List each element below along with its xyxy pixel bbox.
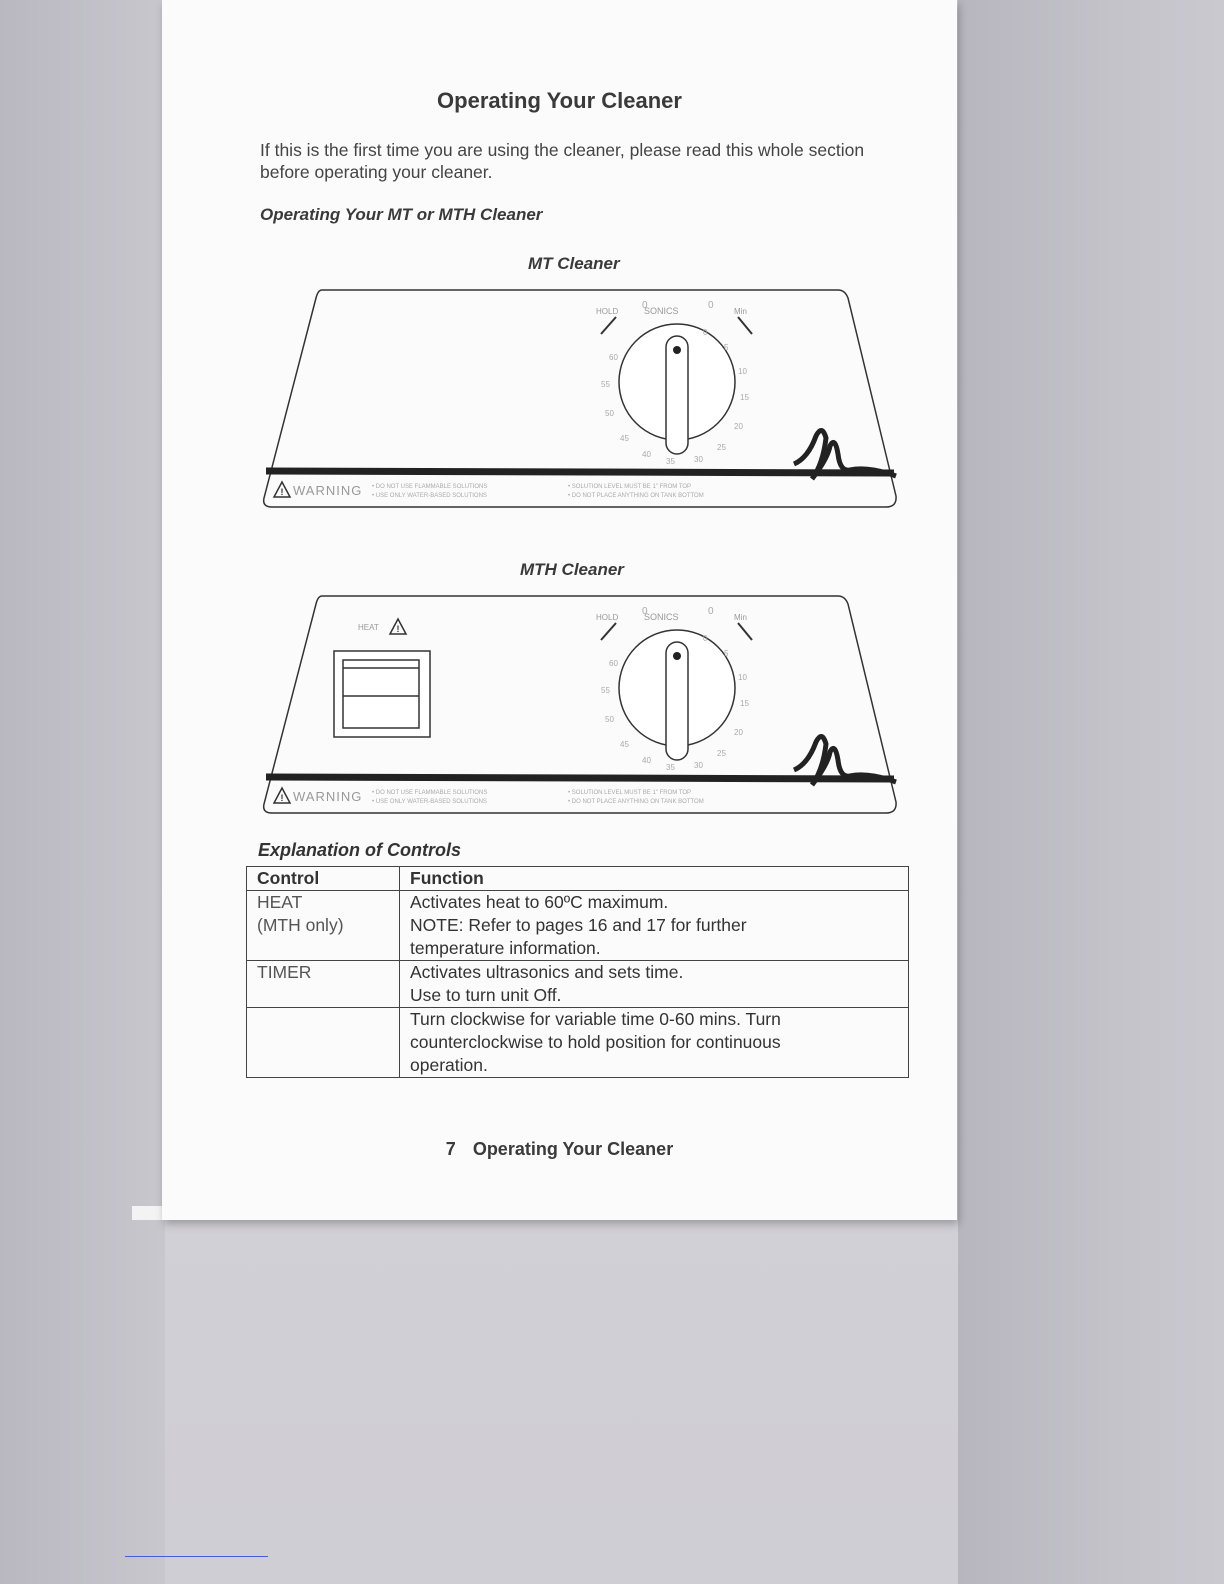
background-right bbox=[958, 0, 1224, 1584]
mt-tick: 40 bbox=[642, 450, 651, 459]
mth-min-label: Min bbox=[734, 613, 747, 622]
table-cell-control bbox=[247, 1008, 400, 1078]
mth-zero-right: 0 bbox=[708, 606, 714, 617]
mt-warning-text: • DO NOT USE FLAMMABLE SOLUTIONS bbox=[372, 484, 488, 490]
table-header-row bbox=[247, 867, 909, 891]
table-cell-function: Activates heat to 60ºC maximum. NOTE: Refer to pages 16 and 17 for further temperature information. bbox=[400, 891, 909, 961]
table-cell-function: Turn clockwise for variable time 0-60 mins. Turn counterclockwise to hold position for continuous operation. bbox=[400, 1008, 909, 1078]
mt-dial[interactable] bbox=[619, 324, 735, 454]
mt-tick: 0 bbox=[703, 328, 708, 337]
manual-page bbox=[162, 0, 957, 1220]
mt-tick: 55 bbox=[601, 380, 610, 389]
mth-zero-left: 0 bbox=[642, 606, 648, 617]
mt-tick: 35 bbox=[666, 457, 675, 466]
svg-text:!: ! bbox=[280, 793, 284, 803]
footer-label: Operating Your Cleaner bbox=[472, 1139, 674, 1159]
svg-text:!: ! bbox=[396, 624, 400, 634]
svg-text:!: ! bbox=[280, 487, 284, 497]
mth-warning-label: WARNING bbox=[293, 789, 363, 804]
mt-cleaner-illustration bbox=[260, 286, 900, 510]
mth-tick: 40 bbox=[642, 756, 651, 765]
mth-tick: 45 bbox=[620, 740, 629, 749]
mth-tick: 25 bbox=[717, 749, 726, 758]
mth-cleaner-diagram bbox=[260, 592, 900, 816]
mth-tick: 60 bbox=[609, 659, 618, 668]
mt-zero-right: 0 bbox=[708, 300, 714, 311]
mt-tick: 5 bbox=[724, 343, 729, 352]
mth-hold-label: HOLD bbox=[596, 613, 619, 622]
heat-switch[interactable] bbox=[334, 651, 430, 737]
explanation-heading: Explanation of Controls bbox=[258, 840, 462, 860]
mt-warning-text: • USE ONLY WATER-BASED SOLUTIONS bbox=[372, 493, 487, 499]
background-left bbox=[0, 0, 165, 1584]
page-footer bbox=[162, 1139, 957, 1160]
mt-sonics-label: SONICS bbox=[644, 306, 679, 316]
heat-warning-icon bbox=[390, 619, 406, 634]
mth-warning-text: • USE ONLY WATER-BASED SOLUTIONS bbox=[372, 799, 487, 805]
mt-warning-icon bbox=[274, 482, 290, 497]
mth-tick: 30 bbox=[694, 761, 703, 770]
mt-tick: 50 bbox=[605, 409, 614, 418]
mt-tick: 45 bbox=[620, 434, 629, 443]
mt-tick: 25 bbox=[717, 443, 726, 452]
mth-tick: 5 bbox=[724, 649, 729, 658]
mt-cleaner-title: MT Cleaner bbox=[528, 254, 620, 273]
table-cell-function: Activates ultrasonics and sets time. Use to turn unit Off. bbox=[400, 961, 909, 1008]
mt-hold-label: HOLD bbox=[596, 307, 619, 316]
header-function: Function bbox=[400, 867, 909, 891]
mth-cleaner-illustration bbox=[260, 592, 900, 816]
mt-zero-left: 0 bbox=[642, 300, 648, 311]
mth-sonics-label: SONICS bbox=[644, 612, 679, 622]
mth-warning-text: • DO NOT USE FLAMMABLE SOLUTIONS bbox=[372, 790, 488, 796]
intro-paragraph: If this is the first time you are using the cleaner, please read this whole section before operating your cleaner. bbox=[260, 140, 865, 182]
mth-warning-icon bbox=[274, 788, 290, 803]
header-control: Control bbox=[247, 867, 400, 891]
mth-tick: 15 bbox=[740, 699, 749, 708]
mth-tick: 35 bbox=[666, 763, 675, 772]
mth-tick: 20 bbox=[734, 728, 743, 737]
mth-tick: 10 bbox=[738, 673, 747, 682]
mth-heat-label: HEAT bbox=[358, 623, 379, 632]
mt-warning-text: • SOLUTION LEVEL MUST BE 1" FROM TOP bbox=[568, 484, 692, 490]
mth-tick: 50 bbox=[605, 715, 614, 724]
controls-table bbox=[246, 866, 909, 1078]
mt-min-label: Min bbox=[734, 307, 747, 316]
mt-tick: 20 bbox=[734, 422, 743, 431]
mt-tick: 10 bbox=[738, 367, 747, 376]
mth-dial[interactable] bbox=[619, 630, 735, 760]
mt-warning-label: WARNING bbox=[293, 483, 363, 498]
table-row bbox=[247, 891, 909, 961]
section-subheading: Operating Your MT or MTH Cleaner bbox=[260, 205, 543, 224]
table-row bbox=[247, 961, 909, 1008]
mth-cleaner-title: MTH Cleaner bbox=[520, 560, 624, 579]
mt-warning-text: • DO NOT PLACE ANYTHING ON TANK BOTTOM bbox=[568, 493, 704, 499]
bottom-underline bbox=[125, 1556, 268, 1557]
table-cell-control: HEAT (MTH only) bbox=[247, 891, 400, 961]
mt-tick: 30 bbox=[694, 455, 703, 464]
table-cell-control: TIMER bbox=[247, 961, 400, 1008]
mt-tick: 15 bbox=[740, 393, 749, 402]
mth-warning-text: • DO NOT PLACE ANYTHING ON TANK BOTTOM bbox=[568, 799, 704, 805]
mt-cleaner-diagram bbox=[260, 286, 900, 510]
mth-tick: 0 bbox=[703, 634, 708, 643]
mth-warning-text: • SOLUTION LEVEL MUST BE 1" FROM TOP bbox=[568, 790, 692, 796]
mt-tick: 60 bbox=[609, 353, 618, 362]
page-number: 7 bbox=[445, 1139, 456, 1159]
mth-tick: 55 bbox=[601, 686, 610, 695]
page-title: Operating Your Cleaner bbox=[437, 88, 682, 113]
table-row bbox=[247, 1008, 909, 1078]
